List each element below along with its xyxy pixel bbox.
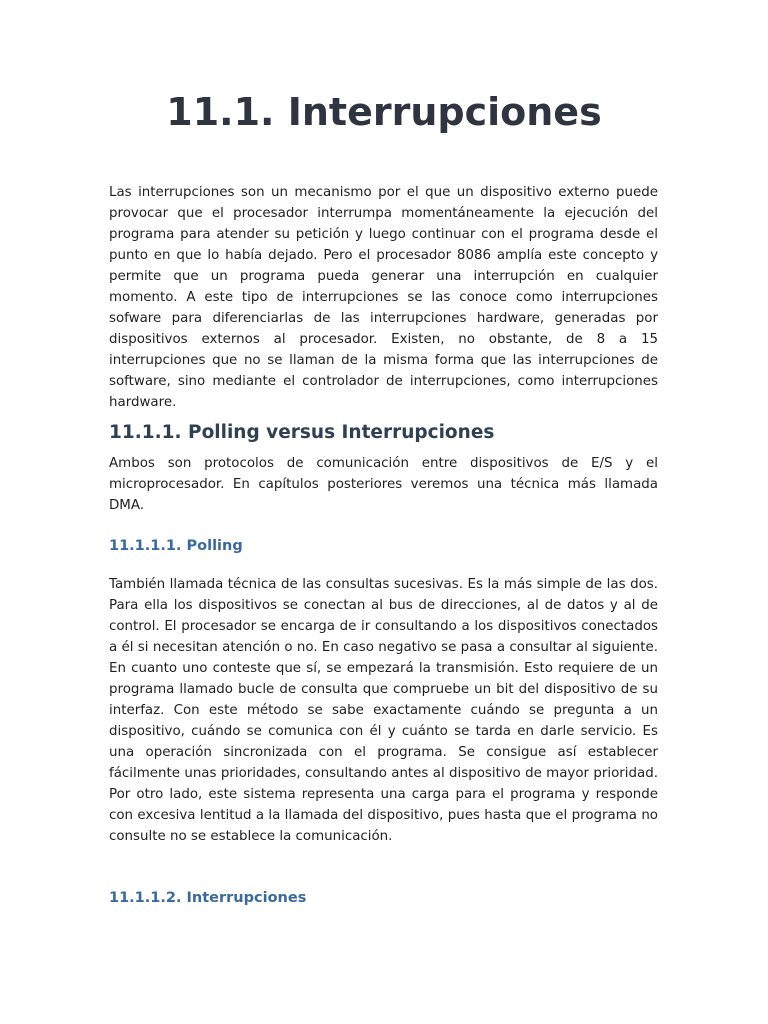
intro-paragraph: Las interrupciones son un mecanismo por el que un dispositivo externo puede provocar que el procesador interrumpa momentáneamente la ejecución del programa para atender su petición y luego continuar con el programa desde el punto en que lo había dejado. Pero el procesador 8086 amplía este concepto y permite que un programa pueda generar una interrupción en cualquier momento. A este tipo de interrupciones se las conoce como interrupciones sofware para diferenciarlas de las interrupciones hardware, generadas por dispositivos externos al procesador. Existen, no obstante, de 8 a 15 interrupciones que no se llaman de la misma forma que las interrupciones de software, sino mediante el controlador de interrupciones, como interrupciones hardware.	[109, 185, 658, 410]
subsection-heading-polling: 11.1.1.1. Polling	[109, 538, 243, 554]
polling-paragraph: También llamada técnica de las consultas sucesivas. Es la más simple de las dos. Para ella los dispositivos se conectan al bus de direcciones, al de datos y al de control. El procesador se encarga de ir consultando a los dispositivos conectados a él si necesitan atención o no. En caso negativo se pasa a consultar al siguiente. En cuanto uno conteste que sí, se empezará la transmisión. Esto requiere de un programa llamado bucle de consulta que compruebe un bit del dispositivo de su interfaz. Con este método se sabe exactamente cuándo se pregunta a un dispositivo, cuándo se comunica con él y cuánto se tarda en darle servicio. Es una operación sincronizada con el programa. Se consigue así establecer fácilmente unas prioridades, consultando antes al dispositivo de mayor prioridad. Por otro lado, este sistema representa una carga para el programa y responde con excesiva lentitud a la llamada del dispositivo, pues hasta que el programa no consulte no se establece la comunicación.	[109, 577, 658, 844]
section-heading-polling-vs-interrupciones: 11.1.1. Polling versus Interrupciones	[109, 422, 495, 443]
subsection-heading-interrupciones: 11.1.1.2. Interrupciones	[109, 890, 307, 906]
section-paragraph: Ambos son protocolos de comunicación entre dispositivos de E/S y el microprocesador. En capítulos posteriores veremos una técnica más llamada DMA.	[109, 456, 658, 513]
page-title: 11.1. Interrupciones	[166, 90, 602, 134]
